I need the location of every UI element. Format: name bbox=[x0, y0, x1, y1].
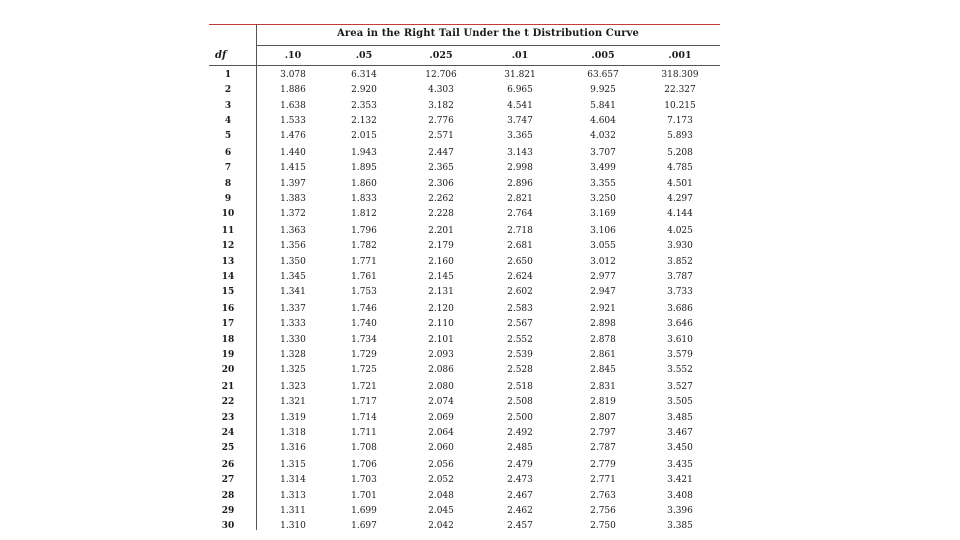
value-cell: 2.056 bbox=[428, 460, 454, 470]
value-cell: 2.750 bbox=[590, 521, 616, 532]
value-cell: 63.657 bbox=[587, 70, 619, 80]
value-cell: 1.330 bbox=[280, 334, 306, 345]
df-cell: 19 bbox=[221, 349, 235, 360]
value-cell: 2.681 bbox=[507, 241, 533, 252]
table-row bbox=[209, 411, 720, 425]
value-cell: 4.297 bbox=[667, 193, 693, 204]
value-cell: 1.638 bbox=[280, 100, 306, 111]
value-cell: 1.771 bbox=[351, 256, 377, 267]
table-row bbox=[209, 426, 720, 440]
column-header: .05 bbox=[355, 50, 373, 61]
value-cell: 3.408 bbox=[667, 490, 693, 501]
value-cell: 1.706 bbox=[351, 460, 377, 470]
value-cell: 1.895 bbox=[351, 163, 377, 174]
df-cell: 23 bbox=[221, 412, 235, 423]
value-cell: 1.345 bbox=[280, 271, 306, 282]
value-cell: 2.896 bbox=[507, 178, 533, 189]
value-cell: 1.415 bbox=[280, 163, 306, 174]
value-cell: 1.321 bbox=[280, 397, 306, 408]
df-cell: 20 bbox=[221, 365, 235, 376]
column-header: .001 bbox=[668, 50, 692, 61]
value-cell: 4.032 bbox=[590, 131, 616, 142]
df-cell: 1 bbox=[224, 70, 232, 80]
value-cell: 2.508 bbox=[507, 397, 533, 408]
df-cell: 22 bbox=[221, 397, 235, 408]
value-cell: 1.734 bbox=[351, 334, 377, 345]
value-cell: 1.796 bbox=[351, 226, 377, 236]
value-cell: 1.717 bbox=[351, 397, 377, 408]
value-cell: 4.303 bbox=[428, 85, 454, 96]
value-cell: 3.106 bbox=[590, 226, 616, 236]
value-cell: 2.771 bbox=[590, 475, 616, 486]
value-cell: 1.860 bbox=[351, 178, 377, 189]
value-cell: 2.779 bbox=[590, 460, 616, 470]
value-cell: 6.965 bbox=[507, 85, 533, 96]
table-row bbox=[209, 68, 720, 82]
df-cell: 25 bbox=[221, 443, 235, 454]
df-cell: 26 bbox=[221, 460, 235, 470]
df-cell: 14 bbox=[221, 271, 235, 282]
table-row bbox=[209, 146, 720, 160]
value-cell: 1.328 bbox=[280, 349, 306, 360]
value-cell: 3.527 bbox=[667, 382, 693, 392]
value-cell: 2.845 bbox=[590, 365, 616, 376]
value-cell: 2.567 bbox=[507, 319, 533, 330]
table-row bbox=[209, 473, 720, 487]
value-cell: 3.499 bbox=[590, 163, 616, 174]
value-cell: 2.120 bbox=[428, 304, 454, 314]
value-cell: 1.740 bbox=[351, 319, 377, 330]
value-cell: 2.831 bbox=[590, 382, 616, 392]
value-cell: 3.579 bbox=[667, 349, 693, 360]
value-cell: 4.785 bbox=[667, 163, 693, 174]
table-row bbox=[209, 239, 720, 253]
value-cell: 2.093 bbox=[428, 349, 454, 360]
value-cell: 1.701 bbox=[351, 490, 377, 501]
value-cell: 4.604 bbox=[590, 115, 616, 126]
value-cell: 2.060 bbox=[428, 443, 454, 454]
value-cell: 2.552 bbox=[507, 334, 533, 345]
value-cell: 1.708 bbox=[351, 443, 377, 454]
value-cell: 1.341 bbox=[280, 287, 306, 298]
caption-rule bbox=[256, 45, 720, 46]
df-cell: 13 bbox=[221, 256, 235, 267]
value-cell: 2.052 bbox=[428, 475, 454, 486]
value-cell: 2.898 bbox=[590, 319, 616, 330]
value-cell: 3.552 bbox=[667, 365, 693, 376]
df-cell: 9 bbox=[224, 193, 232, 204]
value-cell: 3.646 bbox=[667, 319, 693, 330]
df-header: df bbox=[215, 50, 227, 61]
value-cell: 2.074 bbox=[428, 397, 454, 408]
value-cell: 7.173 bbox=[667, 115, 693, 126]
value-cell: 2.015 bbox=[351, 131, 377, 142]
value-cell: 2.492 bbox=[507, 427, 533, 438]
value-cell: 2.787 bbox=[590, 443, 616, 454]
value-cell: 2.447 bbox=[428, 148, 454, 158]
value-cell: 1.311 bbox=[280, 505, 306, 516]
value-cell: 3.930 bbox=[667, 241, 693, 252]
table-row bbox=[209, 504, 720, 518]
value-cell: 4.025 bbox=[667, 226, 693, 236]
value-cell: 2.583 bbox=[507, 304, 533, 314]
table-row bbox=[209, 207, 720, 221]
table-row bbox=[209, 99, 720, 113]
value-cell: 2.064 bbox=[428, 427, 454, 438]
value-cell: 1.383 bbox=[280, 193, 306, 204]
value-cell: 1.372 bbox=[280, 209, 306, 220]
value-cell: 1.833 bbox=[351, 193, 377, 204]
df-cell: 6 bbox=[224, 148, 232, 158]
value-cell: 1.440 bbox=[280, 148, 306, 158]
df-cell: 24 bbox=[221, 427, 235, 438]
df-cell: 30 bbox=[221, 521, 235, 532]
df-cell: 16 bbox=[221, 304, 235, 314]
df-cell: 27 bbox=[221, 475, 235, 486]
value-cell: 6.314 bbox=[351, 70, 377, 80]
value-cell: 2.602 bbox=[507, 287, 533, 298]
value-cell: 2.650 bbox=[507, 256, 533, 267]
value-cell: 1.319 bbox=[280, 412, 306, 423]
value-cell: 1.711 bbox=[351, 427, 377, 438]
value-cell: 1.703 bbox=[351, 475, 377, 486]
value-cell: 2.921 bbox=[590, 304, 616, 314]
value-cell: 2.042 bbox=[428, 521, 454, 532]
value-cell: 2.977 bbox=[590, 271, 616, 282]
value-cell: 2.353 bbox=[351, 100, 377, 111]
value-cell: 5.208 bbox=[667, 148, 693, 158]
value-cell: 2.479 bbox=[507, 460, 533, 470]
value-cell: 1.699 bbox=[351, 505, 377, 516]
value-cell: 4.541 bbox=[507, 100, 533, 111]
value-cell: 2.473 bbox=[507, 475, 533, 486]
column-header: .025 bbox=[429, 50, 453, 61]
value-cell: 1.337 bbox=[280, 304, 306, 314]
value-cell: 1.725 bbox=[351, 365, 377, 376]
value-cell: 1.886 bbox=[280, 85, 306, 96]
value-cell: 3.733 bbox=[667, 287, 693, 298]
value-cell: 2.160 bbox=[428, 256, 454, 267]
value-cell: 1.761 bbox=[351, 271, 377, 282]
value-cell: 2.518 bbox=[507, 382, 533, 392]
value-cell: 1.533 bbox=[280, 115, 306, 126]
value-cell: 2.262 bbox=[428, 193, 454, 204]
value-cell: 1.753 bbox=[351, 287, 377, 298]
column-header: .005 bbox=[591, 50, 615, 61]
value-cell: 3.355 bbox=[590, 178, 616, 189]
df-cell: 18 bbox=[221, 334, 235, 345]
value-cell: 3.747 bbox=[507, 115, 533, 126]
table-row bbox=[209, 270, 720, 284]
value-cell: 1.397 bbox=[280, 178, 306, 189]
value-cell: 2.821 bbox=[507, 193, 533, 204]
table-row bbox=[209, 192, 720, 206]
df-cell: 11 bbox=[221, 226, 235, 236]
value-cell: 2.132 bbox=[351, 115, 377, 126]
table-row bbox=[209, 224, 720, 238]
value-cell: 22.327 bbox=[664, 85, 696, 96]
table-row bbox=[209, 519, 720, 533]
df-cell: 29 bbox=[221, 505, 235, 516]
value-cell: 2.624 bbox=[507, 271, 533, 282]
value-cell: 2.145 bbox=[428, 271, 454, 282]
value-cell: 1.363 bbox=[280, 226, 306, 236]
table-caption: Area in the Right Tail Under the t Distribution Curve bbox=[337, 28, 639, 39]
value-cell: 2.528 bbox=[507, 365, 533, 376]
table-row bbox=[209, 114, 720, 128]
value-cell: 2.086 bbox=[428, 365, 454, 376]
value-cell: 2.485 bbox=[507, 443, 533, 454]
value-cell: 1.782 bbox=[351, 241, 377, 252]
t-distribution-table bbox=[209, 24, 720, 530]
table-row bbox=[209, 83, 720, 97]
table-row bbox=[209, 363, 720, 377]
value-cell: 2.201 bbox=[428, 226, 454, 236]
value-cell: 4.501 bbox=[667, 178, 693, 189]
table-row bbox=[209, 348, 720, 362]
value-cell: 1.310 bbox=[280, 521, 306, 532]
value-cell: 2.179 bbox=[428, 241, 454, 252]
value-cell: 2.764 bbox=[507, 209, 533, 220]
df-cell: 5 bbox=[224, 131, 232, 142]
value-cell: 2.462 bbox=[507, 505, 533, 516]
column-header: .01 bbox=[511, 50, 529, 61]
value-cell: 2.756 bbox=[590, 505, 616, 516]
value-cell: 1.325 bbox=[280, 365, 306, 376]
value-cell: 10.215 bbox=[664, 100, 696, 111]
value-cell: 2.878 bbox=[590, 334, 616, 345]
value-cell: 3.182 bbox=[428, 100, 454, 111]
df-cell: 17 bbox=[221, 319, 235, 330]
value-cell: 1.316 bbox=[280, 443, 306, 454]
value-cell: 2.048 bbox=[428, 490, 454, 501]
df-cell: 8 bbox=[224, 178, 232, 189]
value-cell: 3.396 bbox=[667, 505, 693, 516]
value-cell: 2.947 bbox=[590, 287, 616, 298]
value-cell: 4.144 bbox=[667, 209, 693, 220]
value-cell: 1.812 bbox=[351, 209, 377, 220]
value-cell: 5.893 bbox=[667, 131, 693, 142]
value-cell: 2.365 bbox=[428, 163, 454, 174]
df-cell: 10 bbox=[221, 209, 235, 220]
value-cell: 2.776 bbox=[428, 115, 454, 126]
value-cell: 2.920 bbox=[351, 85, 377, 96]
table-row bbox=[209, 441, 720, 455]
value-cell: 2.539 bbox=[507, 349, 533, 360]
value-cell: 2.457 bbox=[507, 521, 533, 532]
table-row bbox=[209, 129, 720, 143]
value-cell: 3.055 bbox=[590, 241, 616, 252]
value-cell: 3.610 bbox=[667, 334, 693, 345]
value-cell: 3.707 bbox=[590, 148, 616, 158]
value-cell: 1.333 bbox=[280, 319, 306, 330]
value-cell: 3.169 bbox=[590, 209, 616, 220]
value-cell: 318.309 bbox=[661, 70, 699, 80]
value-cell: 1.318 bbox=[280, 427, 306, 438]
table-row bbox=[209, 302, 720, 316]
value-cell: 1.313 bbox=[280, 490, 306, 501]
value-cell: 3.250 bbox=[590, 193, 616, 204]
value-cell: 3.078 bbox=[280, 70, 306, 80]
table-row bbox=[209, 255, 720, 269]
table-row bbox=[209, 333, 720, 347]
df-cell: 7 bbox=[224, 163, 232, 174]
value-cell: 2.131 bbox=[428, 287, 454, 298]
value-cell: 2.045 bbox=[428, 505, 454, 516]
value-cell: 3.365 bbox=[507, 131, 533, 142]
header-rule bbox=[209, 65, 720, 66]
value-cell: 3.686 bbox=[667, 304, 693, 314]
df-cell: 2 bbox=[224, 85, 232, 96]
value-cell: 31.821 bbox=[504, 70, 536, 80]
value-cell: 1.476 bbox=[280, 131, 306, 142]
value-cell: 3.421 bbox=[667, 475, 693, 486]
value-cell: 1.323 bbox=[280, 382, 306, 392]
table-row bbox=[209, 489, 720, 503]
value-cell: 12.706 bbox=[425, 70, 457, 80]
value-cell: 2.763 bbox=[590, 490, 616, 501]
value-cell: 1.315 bbox=[280, 460, 306, 470]
df-cell: 12 bbox=[221, 241, 235, 252]
value-cell: 3.505 bbox=[667, 397, 693, 408]
value-cell: 2.101 bbox=[428, 334, 454, 345]
value-cell: 2.718 bbox=[507, 226, 533, 236]
value-cell: 2.571 bbox=[428, 131, 454, 142]
value-cell: 9.925 bbox=[590, 85, 616, 96]
value-cell: 3.450 bbox=[667, 443, 693, 454]
value-cell: 3.852 bbox=[667, 256, 693, 267]
value-cell: 3.385 bbox=[667, 521, 693, 532]
df-cell: 28 bbox=[221, 490, 235, 501]
df-cell: 21 bbox=[221, 382, 235, 392]
value-cell: 1.729 bbox=[351, 349, 377, 360]
df-cell: 15 bbox=[221, 287, 235, 298]
value-cell: 3.143 bbox=[507, 148, 533, 158]
value-cell: 2.797 bbox=[590, 427, 616, 438]
value-cell: 1.356 bbox=[280, 241, 306, 252]
table-row bbox=[209, 395, 720, 409]
value-cell: 2.306 bbox=[428, 178, 454, 189]
value-cell: 3.467 bbox=[667, 427, 693, 438]
value-cell: 2.080 bbox=[428, 382, 454, 392]
value-cell: 5.841 bbox=[590, 100, 616, 111]
value-cell: 3.787 bbox=[667, 271, 693, 282]
table-row bbox=[209, 380, 720, 394]
value-cell: 3.012 bbox=[590, 256, 616, 267]
value-cell: 3.485 bbox=[667, 412, 693, 423]
value-cell: 2.819 bbox=[590, 397, 616, 408]
value-cell: 1.943 bbox=[351, 148, 377, 158]
value-cell: 2.861 bbox=[590, 349, 616, 360]
value-cell: 1.721 bbox=[351, 382, 377, 392]
value-cell: 1.714 bbox=[351, 412, 377, 423]
value-cell: 2.807 bbox=[590, 412, 616, 423]
column-header: .10 bbox=[284, 50, 302, 61]
df-cell: 3 bbox=[224, 100, 232, 111]
value-cell: 2.069 bbox=[428, 412, 454, 423]
value-cell: 3.435 bbox=[667, 460, 693, 470]
value-cell: 2.110 bbox=[428, 319, 454, 330]
value-cell: 1.314 bbox=[280, 475, 306, 486]
value-cell: 1.350 bbox=[280, 256, 306, 267]
top-rule bbox=[209, 24, 720, 25]
table-row bbox=[209, 285, 720, 299]
value-cell: 2.467 bbox=[507, 490, 533, 501]
value-cell: 2.998 bbox=[507, 163, 533, 174]
value-cell: 1.697 bbox=[351, 521, 377, 532]
table-row bbox=[209, 458, 720, 472]
table-row bbox=[209, 161, 720, 175]
value-cell: 1.746 bbox=[351, 304, 377, 314]
df-cell: 4 bbox=[224, 115, 232, 126]
value-cell: 2.500 bbox=[507, 412, 533, 423]
value-cell: 2.228 bbox=[428, 209, 454, 220]
table-row bbox=[209, 177, 720, 191]
table-row bbox=[209, 317, 720, 331]
